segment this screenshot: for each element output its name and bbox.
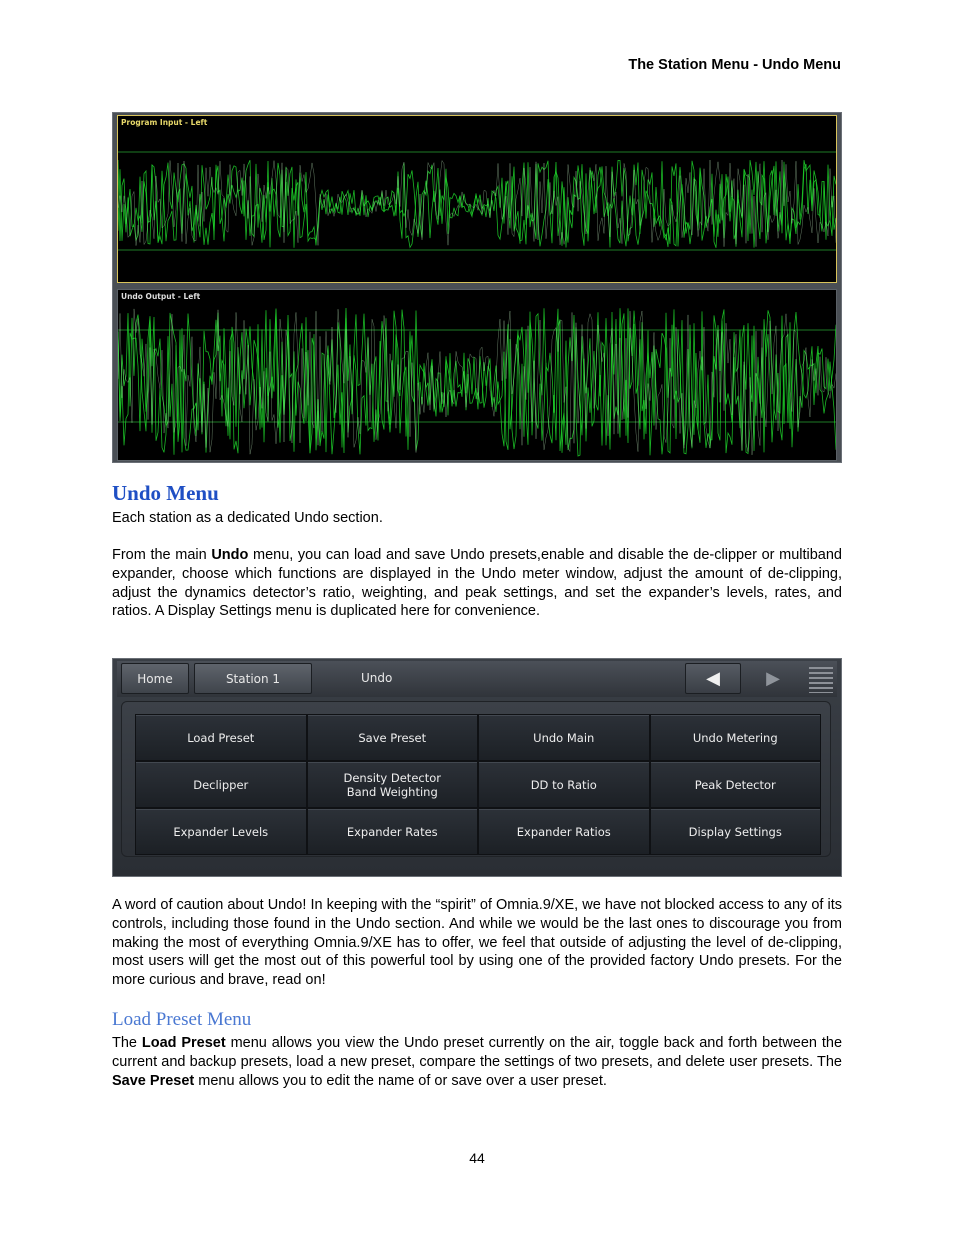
home-button[interactable]: Home — [121, 663, 189, 694]
expander-ratios-button[interactable]: Expander Ratios — [478, 808, 650, 855]
expander-rates-button[interactable]: Expander Rates — [307, 808, 479, 855]
density-detector-band-weighting-button[interactable]: Density Detector Band Weighting — [307, 761, 479, 808]
dd-to-ratio-button[interactable]: DD to Ratio — [478, 761, 650, 808]
triangle-left-icon: ◀ — [706, 668, 720, 688]
waveform-trace — [118, 160, 836, 247]
station-button[interactable]: Station 1 — [194, 663, 312, 694]
program-input-scope — [117, 115, 837, 283]
menu-button-panel — [121, 701, 831, 857]
running-header: The Station Menu - Undo Menu — [628, 57, 841, 73]
section-title: Undo Menu — [112, 481, 219, 505]
undo-metering-button[interactable]: Undo Metering — [650, 714, 822, 761]
program-input-label: Program Input - Left — [121, 118, 208, 127]
back-arrow-button[interactable] — [685, 663, 741, 694]
undo-menu-screenshot — [112, 658, 842, 877]
save-preset-button[interactable]: Save Preset — [307, 714, 479, 761]
undo-output-waveform — [118, 290, 836, 460]
undo-main-button[interactable]: Undo Main — [478, 714, 650, 761]
caution-paragraph: A word of caution about Undo! In keeping with the “spirit” of Omnia.9/XE, we have not blocked access to any of its controls, including those found in the Undo section. And while we would be the last ones to discourage you from making the most of everything Omnia.9/XE has to offer, we feel that outside of adjusting the level of de-clipping, most users will get the most out of this powerful tool by using one of the provided factory Undo presets. For the more curious and brave, read on! — [112, 897, 842, 989]
undo-output-scope — [117, 289, 837, 461]
save-preset-bold: Save Preset — [112, 1072, 195, 1089]
waveform-figure — [112, 112, 842, 463]
page-number: 44 — [469, 1150, 485, 1166]
display-settings-button[interactable]: Display Settings — [650, 808, 822, 855]
load-preset-heading: Load Preset Menu — [112, 1009, 252, 1030]
overview-paragraph: From the main Undo menu, you can load and save Undo presets,enable and disable the de-clipper or multiband expander, choose which functions are displayed in the Undo meter window, adjust the amount of de-clipping, adjust the dynamics detector’s ratio, weighting, and peak settings, and set the expander’s levels, rates, and ratios. A Display Settings menu is duplicated here for convenience. — [112, 547, 842, 620]
nav-bar — [117, 661, 837, 697]
declipper-button[interactable]: Declipper — [135, 761, 307, 808]
breadcrumb: Undo — [361, 671, 393, 685]
menu-button-grid — [135, 714, 821, 855]
triangle-right-icon: ▶ — [766, 668, 780, 688]
load-preset-button[interactable]: Load Preset — [135, 714, 307, 761]
forward-arrow-button[interactable] — [745, 663, 801, 694]
undo-bold: Undo — [211, 547, 249, 563]
menu-lines-icon[interactable] — [809, 667, 833, 693]
expander-levels-button[interactable]: Expander Levels — [135, 808, 307, 855]
program-input-waveform — [118, 116, 836, 282]
load-preset-bold: Load Preset — [141, 1035, 226, 1051]
intro-paragraph: Each station as a dedicated Undo section. — [112, 510, 383, 526]
undo-output-label: Undo Output - Left — [121, 292, 201, 301]
load-preset-paragraph: The Load Preset menu allows you view the Undo preset currently on the air, toggle back and forth between the current and backup presets, load a new preset, compare the settings of two presets, and delete user presets. The Save Preset menu allows you to edit the name of or save over a user preset. — [112, 1035, 843, 1089]
peak-detector-button[interactable]: Peak Detector — [650, 761, 822, 808]
